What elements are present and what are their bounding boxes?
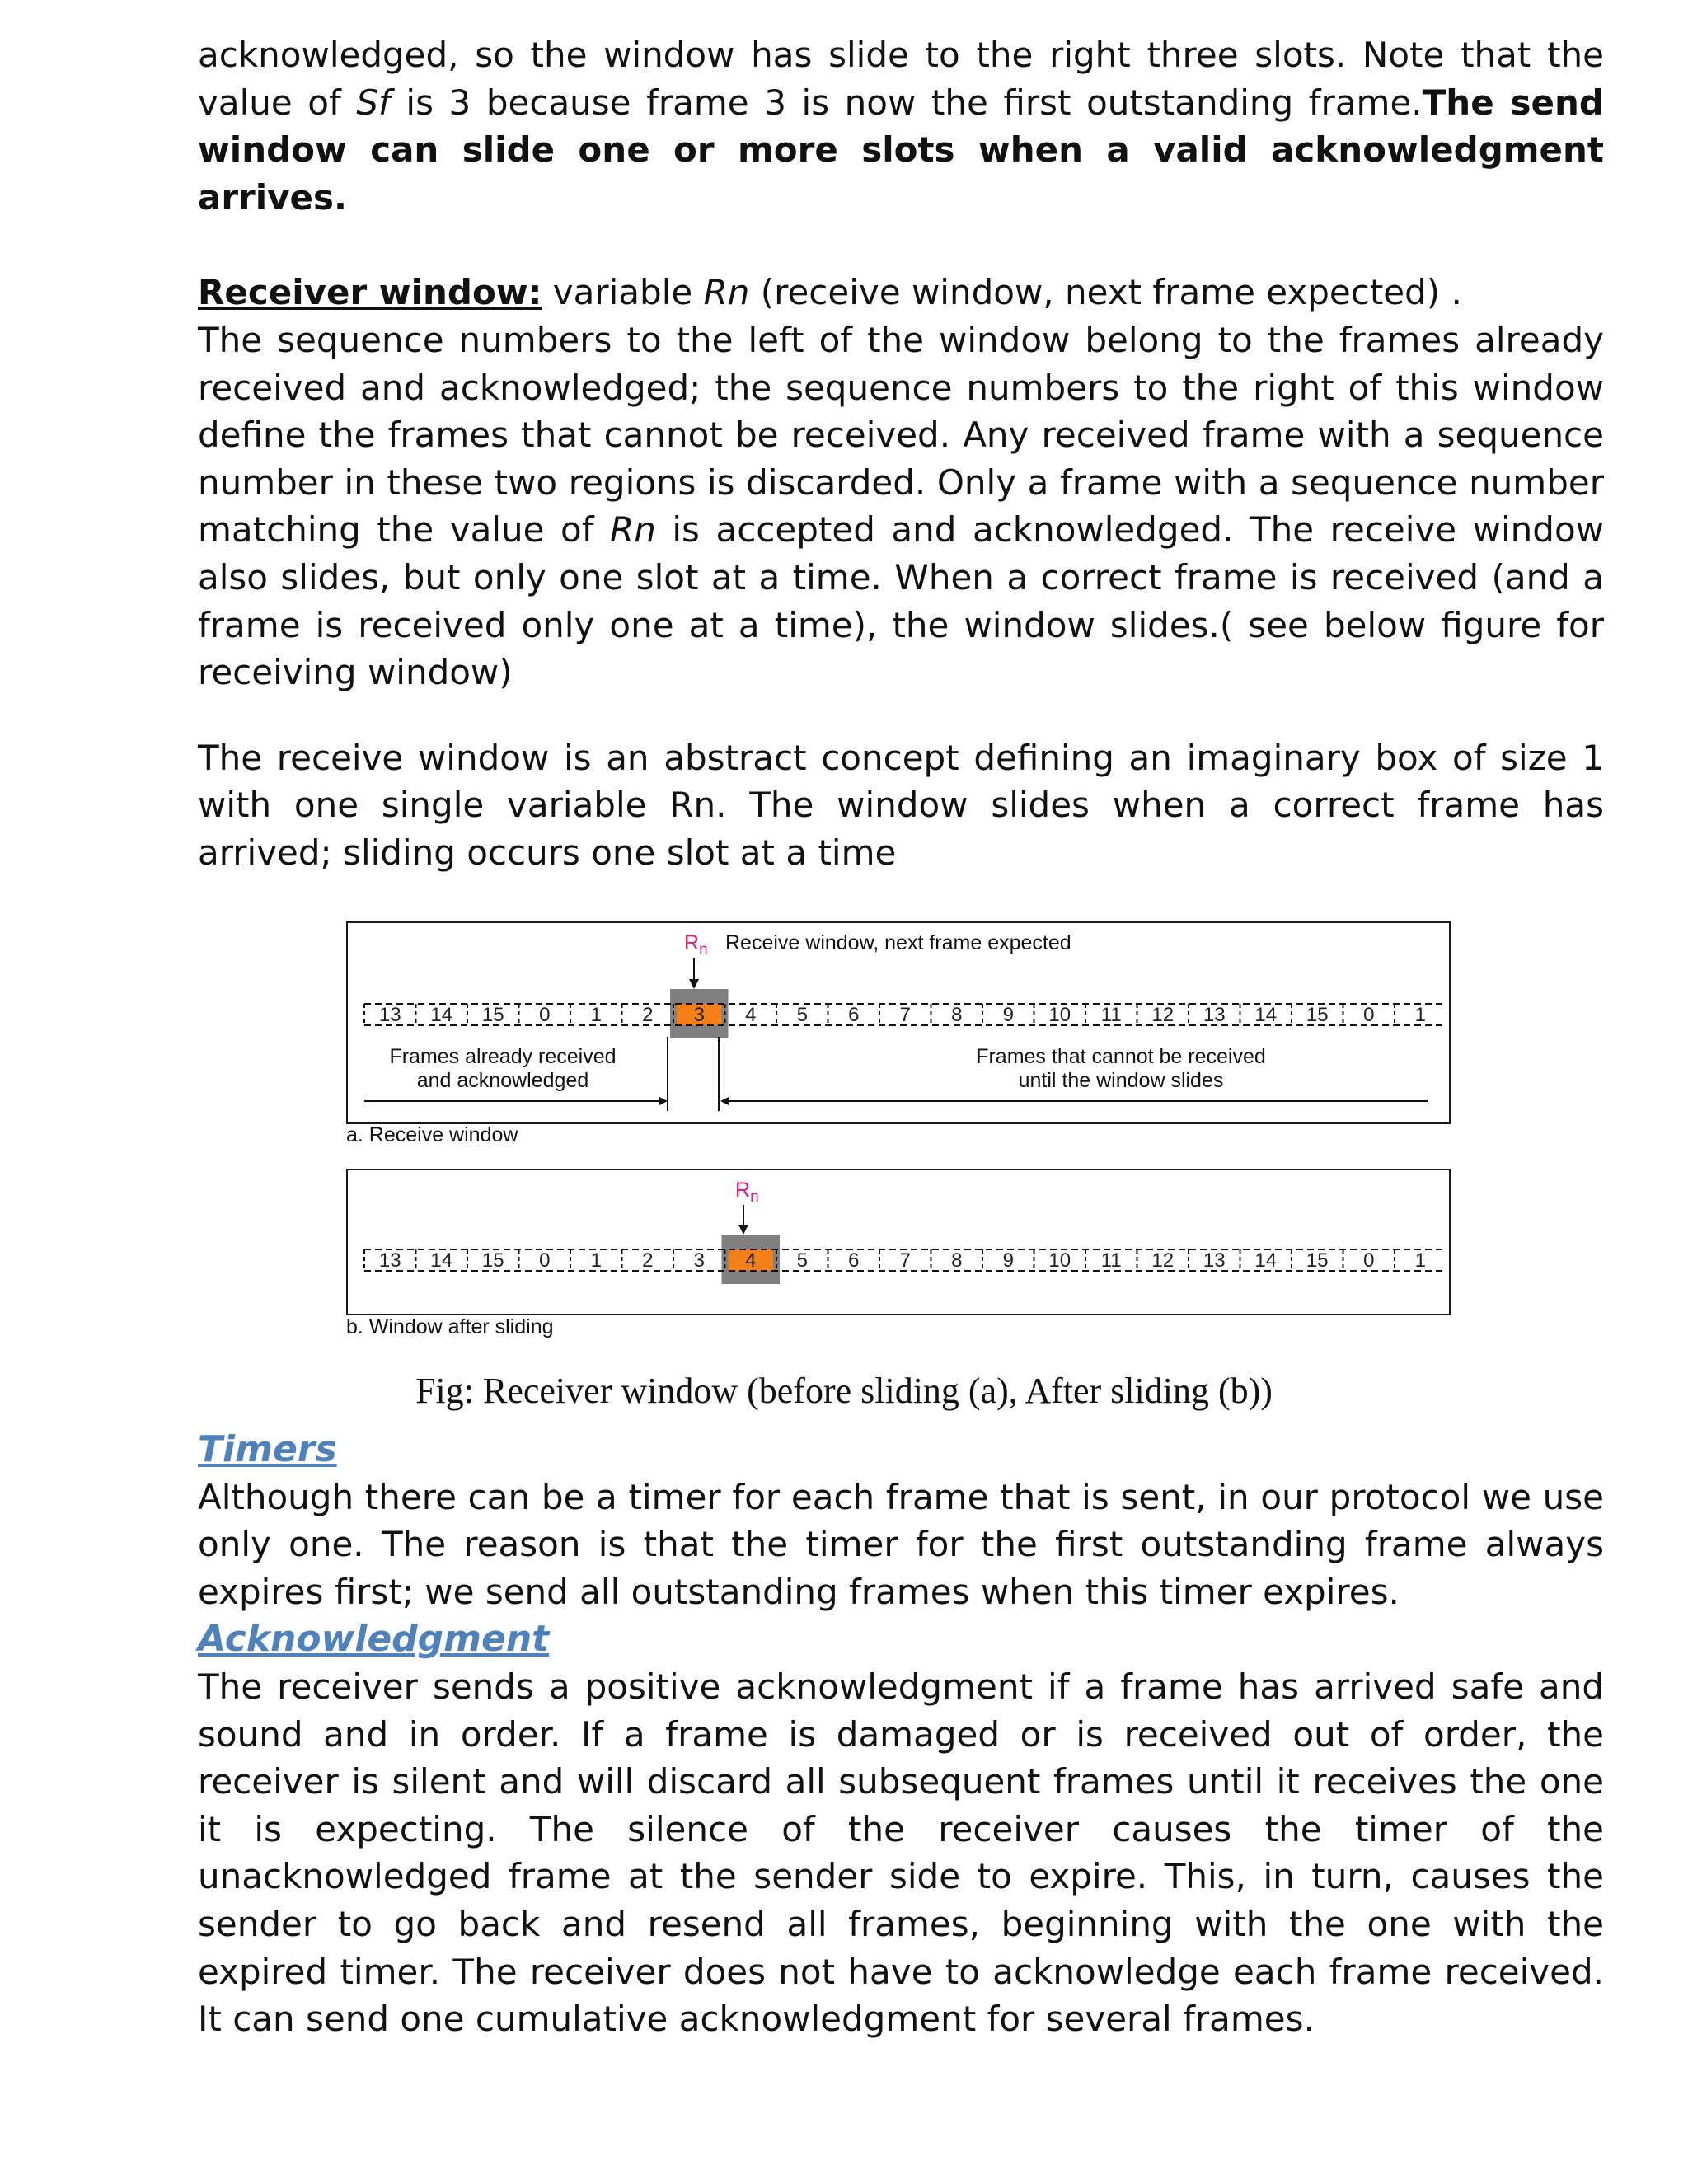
slot-number: 11: [1100, 1249, 1122, 1272]
figure-caption: Fig: Receiver window (before sliding (a), After sliding (b)): [415, 1371, 1273, 1411]
slot-number: 12: [1151, 1249, 1175, 1272]
rn-pointer-label-b: [735, 1179, 759, 1207]
slot-number: 3: [693, 1004, 705, 1026]
slot-number: 15: [481, 1004, 504, 1026]
variable-rn: Rn: [703, 272, 750, 313]
slot-number: 13: [1203, 1249, 1226, 1272]
slot-number: 9: [1002, 1004, 1014, 1026]
left-label-line1: Frames already received: [389, 1045, 617, 1068]
slot-number: 14: [1254, 1004, 1278, 1026]
slot-number: 3: [693, 1249, 705, 1272]
slot-number: 0: [539, 1249, 551, 1272]
variable-rn: Rn: [610, 509, 656, 551]
slot-number: 13: [378, 1249, 401, 1272]
variable-sf: Sf: [356, 82, 391, 123]
text: variable: [542, 272, 704, 313]
text: (receive window, next frame expected) .: [749, 272, 1462, 313]
slot-number: 10: [1048, 1004, 1071, 1026]
rn-subscript: n: [699, 941, 708, 958]
slot-row-b: [363, 1235, 1444, 1284]
slot-number: 0: [1363, 1249, 1375, 1272]
slot-number: 13: [1203, 1004, 1226, 1026]
right-label-line1: Frames that cannot be received: [976, 1045, 1266, 1068]
slot-number: 7: [899, 1249, 911, 1272]
acknowledgment-paragraph: The receiver sends a positive acknowledgment if a frame has arrived safe and sound and in order. If a frame is damaged or is received out of order, the receiver is silent and will discard all subsequent frames until it receives the one it is expecting. The silence of the receiver causes the timer of the unacknowledged frame at the sender side to expire. This, in turn, causes the sender to go back and resend all frames, beginning with the one with the expired timer. The receiver does not have to acknowledge each frame received. It can send one cumulative acknowledgment for several frames.: [198, 1666, 1604, 2040]
slot-number: 12: [1151, 1004, 1175, 1026]
acknowledgment-heading: Acknowledgment: [198, 1618, 550, 1661]
slot-number: 15: [1306, 1249, 1329, 1272]
slot-number: 0: [1363, 1004, 1375, 1026]
frame-slots: [363, 1235, 1444, 1284]
slot-number: 4: [745, 1004, 757, 1026]
slot-number: 15: [481, 1249, 504, 1272]
left-label-line2: and acknowledged: [416, 1069, 589, 1092]
panel-a-label: a. Receive window: [346, 1123, 518, 1146]
paragraph-receiver-window: [198, 269, 1604, 696]
slot-number: 14: [430, 1249, 453, 1272]
slot-number: 14: [1254, 1249, 1278, 1272]
receiver-window-heading: Receiver window:: [198, 272, 542, 313]
slot-number: 4: [745, 1249, 757, 1272]
slot-number: 0: [539, 1004, 551, 1026]
slot-number: 5: [796, 1004, 808, 1026]
document-page: [198, 31, 1604, 877]
panel-b-label: b. Window after sliding: [346, 1315, 554, 1338]
document-page-lower: [198, 1426, 1604, 2043]
timers-paragraph: Although there can be a timer for each frame that is sent, in our protocol we use only one. The reason is that the timer for the first outstanding frame always expires first; we send all outstanding frames when this timer expires.: [198, 1476, 1604, 1612]
text: The sequence numbers to the left of the window belong to the frames already received and acknowledged; the sequence numbers to the right of this window define the frames that cannot be received. Any received frame with a sequence number in these two regions is discarded. Only a frame with a sequence number matching the value of: [198, 319, 1604, 551]
slot-number: 6: [848, 1249, 860, 1272]
slot-number: 13: [378, 1004, 401, 1026]
slot-number: 6: [848, 1004, 860, 1026]
text: is accepted and acknowledged. The receive window also slides, but only one slot at a time. When a correct frame is received (and a frame is received only one at a time), the window slides.( see below figure for receiving window): [198, 509, 1604, 693]
slot-number: 10: [1048, 1249, 1071, 1272]
arrow-down-icon: [735, 1205, 752, 1238]
text: is 3 because frame 3 is now the first outstanding frame.: [390, 82, 1423, 123]
bold-statement: The send window can slide one or more slots when a valid acknowledgment arrives.: [198, 82, 1604, 218]
text: acknowledged, so the window has slide to the right three slots. Note that the value of: [198, 35, 1604, 123]
timers-heading: Timers: [198, 1428, 337, 1470]
slot-number: 11: [1100, 1004, 1122, 1026]
slot-number: 8: [951, 1004, 963, 1026]
slot-number: 1: [1414, 1249, 1426, 1272]
rn-subscript: n: [750, 1188, 759, 1206]
slot-number: 8: [951, 1249, 963, 1272]
slot-number: 9: [1002, 1249, 1014, 1272]
paragraph-receive-window-concept: The receive window is an abstract concept defining an imaginary box of size 1 with one single variable Rn. The window slides when a correct frame has arrived; sliding occurs one slot at a time: [198, 737, 1604, 873]
rn-symbol: R: [735, 1179, 751, 1202]
rn-caption: Receive window, next frame expected: [725, 931, 1071, 954]
slot-number: 7: [899, 1004, 911, 1026]
region-arrows: [330, 915, 1467, 1129]
slot-number: 5: [796, 1249, 808, 1272]
right-label-line2: until the window slides: [1018, 1069, 1224, 1092]
slot-number: 1: [1414, 1004, 1426, 1026]
rn-symbol: R: [684, 931, 700, 954]
slot-number: 1: [590, 1249, 602, 1272]
slot-number: 2: [642, 1004, 654, 1026]
slot-number: 1: [590, 1004, 602, 1026]
slot-number: 15: [1306, 1004, 1329, 1026]
paragraph-send-window: [198, 31, 1604, 221]
slot-number: 14: [430, 1004, 453, 1026]
slot-number: 2: [642, 1249, 654, 1272]
